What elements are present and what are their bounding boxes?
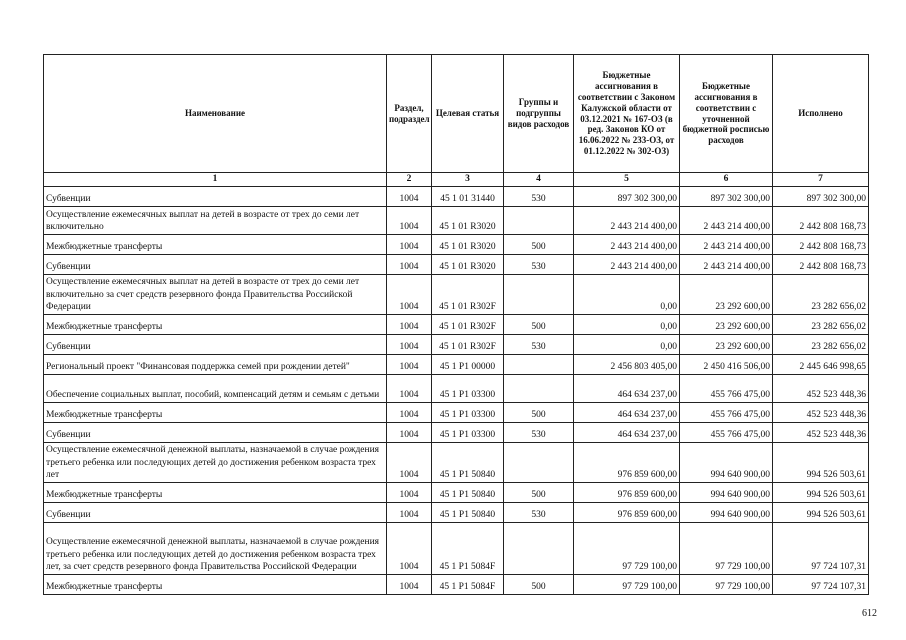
row-roster-allocation: 897 302 300,00	[680, 186, 773, 206]
row-section: 1004	[387, 234, 432, 254]
table-row	[44, 574, 869, 594]
row-section: 1004	[387, 314, 432, 334]
row-roster-allocation: 2 450 416 506,00	[680, 354, 773, 374]
row-executed: 994 526 503,61	[773, 502, 869, 522]
row-target-article: 45 1 P1 5084F	[432, 522, 504, 574]
table-body	[44, 186, 869, 594]
row-target-article: 45 1 P1 03300	[432, 374, 504, 402]
row-name: Субвенции	[44, 502, 387, 522]
row-law-allocation: 2 456 803 405,00	[574, 354, 680, 374]
row-expense-group: 500	[504, 482, 574, 502]
row-expense-group: 500	[504, 234, 574, 254]
row-expense-group: 500	[504, 314, 574, 334]
row-name: Межбюджетные трансферты	[44, 482, 387, 502]
row-name: Осуществление ежемесячных выплат на детей в возрасте от трех до семи лет включительно	[44, 206, 387, 234]
header-name: Наименование	[44, 55, 387, 173]
row-roster-allocation: 2 443 214 400,00	[680, 206, 773, 234]
row-target-article: 45 1 P1 50840	[432, 502, 504, 522]
header-executed: Исполнено	[773, 55, 869, 173]
row-executed: 2 442 808 168,73	[773, 234, 869, 254]
row-executed: 23 282 656,02	[773, 274, 869, 314]
row-target-article: 45 1 P1 00000	[432, 354, 504, 374]
table-row	[44, 422, 869, 442]
row-roster-allocation: 97 729 100,00	[680, 522, 773, 574]
row-name: Субвенции	[44, 334, 387, 354]
row-expense-group	[504, 442, 574, 482]
row-target-article: 45 1 01 R3020	[432, 254, 504, 274]
row-expense-group	[504, 274, 574, 314]
row-roster-allocation: 23 292 600,00	[680, 274, 773, 314]
row-law-allocation: 2 443 214 400,00	[574, 254, 680, 274]
row-law-allocation: 97 729 100,00	[574, 522, 680, 574]
row-roster-allocation: 994 640 900,00	[680, 482, 773, 502]
column-number: 2	[387, 173, 432, 187]
row-executed: 994 526 503,61	[773, 482, 869, 502]
row-executed: 452 523 448,36	[773, 402, 869, 422]
row-roster-allocation: 994 640 900,00	[680, 442, 773, 482]
row-executed: 23 282 656,02	[773, 334, 869, 354]
row-target-article: 45 1 P1 50840	[432, 442, 504, 482]
row-target-article: 45 1 P1 03300	[432, 422, 504, 442]
row-law-allocation: 0,00	[574, 314, 680, 334]
column-number: 6	[680, 173, 773, 187]
row-law-allocation: 976 859 600,00	[574, 442, 680, 482]
header-roster-allocations: Бюджетные ассигнования в соответствии с уточненной бюджетной росписью расходов	[680, 55, 773, 173]
row-target-article: 45 1 01 R302F	[432, 274, 504, 314]
row-target-article: 45 1 01 31440	[432, 186, 504, 206]
row-name: Осуществление ежемесячной денежной выплаты, назначаемой в случае рождения третьего ребенка или последующих детей до достижения ребенком возраста трех лет, за счет средств резервного фонда Правительства Российской Федерации	[44, 522, 387, 574]
row-name: Обеспечение социальных выплат, пособий, компенсаций детям и семьям с детьми	[44, 374, 387, 402]
row-executed: 2 445 646 998,65	[773, 354, 869, 374]
row-executed: 2 442 808 168,73	[773, 206, 869, 234]
table-row	[44, 186, 869, 206]
table-row	[44, 442, 869, 482]
row-section: 1004	[387, 402, 432, 422]
table-row	[44, 206, 869, 234]
table-row	[44, 374, 869, 402]
column-number: 7	[773, 173, 869, 187]
row-executed: 452 523 448,36	[773, 374, 869, 402]
row-name: Региональный проект "Финансовая поддержка семей при рождении детей"	[44, 354, 387, 374]
header-target-article: Целевая статья	[432, 55, 504, 173]
row-expense-group	[504, 354, 574, 374]
row-roster-allocation: 455 766 475,00	[680, 374, 773, 402]
column-number-row	[44, 173, 869, 187]
page-number: 612	[862, 608, 877, 619]
row-roster-allocation: 23 292 600,00	[680, 334, 773, 354]
row-executed: 452 523 448,36	[773, 422, 869, 442]
table-header	[44, 55, 869, 187]
row-law-allocation: 464 634 237,00	[574, 422, 680, 442]
row-target-article: 45 1 P1 50840	[432, 482, 504, 502]
row-roster-allocation: 2 443 214 400,00	[680, 234, 773, 254]
row-target-article: 45 1 01 R3020	[432, 234, 504, 254]
row-expense-group	[504, 206, 574, 234]
row-executed: 994 526 503,61	[773, 442, 869, 482]
row-law-allocation: 464 634 237,00	[574, 402, 680, 422]
row-law-allocation: 0,00	[574, 334, 680, 354]
header-law-allocations: Бюджетные ассигнования в соответствии с Законом Калужской области от 03.12.2021 № 167-ОЗ (в ред. Законов КО от 16.06.2022 № 233-ОЗ, от 01.12.2022 № 302-ОЗ)	[574, 55, 680, 173]
column-number: 4	[504, 173, 574, 187]
table-row	[44, 274, 869, 314]
row-section: 1004	[387, 574, 432, 594]
row-law-allocation: 976 859 600,00	[574, 502, 680, 522]
row-expense-group: 530	[504, 334, 574, 354]
row-roster-allocation: 23 292 600,00	[680, 314, 773, 334]
row-expense-group: 530	[504, 254, 574, 274]
row-expense-group: 530	[504, 186, 574, 206]
row-roster-allocation: 994 640 900,00	[680, 502, 773, 522]
row-section: 1004	[387, 274, 432, 314]
row-name: Межбюджетные трансферты	[44, 314, 387, 334]
row-target-article: 45 1 01 R302F	[432, 314, 504, 334]
column-number: 3	[432, 173, 504, 187]
row-target-article: 45 1 P1 03300	[432, 402, 504, 422]
row-expense-group: 500	[504, 402, 574, 422]
row-name: Осуществление ежемесячной денежной выплаты, назначаемой в случае рождения третьего ребенка или последующих детей до достижения ребенком возраста трех лет	[44, 442, 387, 482]
row-section: 1004	[387, 502, 432, 522]
row-name: Субвенции	[44, 422, 387, 442]
row-section: 1004	[387, 442, 432, 482]
row-expense-group	[504, 522, 574, 574]
row-executed: 897 302 300,00	[773, 186, 869, 206]
row-section: 1004	[387, 422, 432, 442]
row-name: Межбюджетные трансферты	[44, 234, 387, 254]
row-section: 1004	[387, 334, 432, 354]
table-row	[44, 314, 869, 334]
row-roster-allocation: 455 766 475,00	[680, 402, 773, 422]
row-name: Межбюджетные трансферты	[44, 402, 387, 422]
table-row	[44, 482, 869, 502]
table-row	[44, 334, 869, 354]
row-section: 1004	[387, 254, 432, 274]
row-expense-group: 530	[504, 502, 574, 522]
row-executed: 97 724 107,31	[773, 574, 869, 594]
row-section: 1004	[387, 206, 432, 234]
row-roster-allocation: 455 766 475,00	[680, 422, 773, 442]
row-expense-group: 530	[504, 422, 574, 442]
row-law-allocation: 976 859 600,00	[574, 482, 680, 502]
row-expense-group	[504, 374, 574, 402]
row-section: 1004	[387, 354, 432, 374]
table-row	[44, 234, 869, 254]
row-name: Субвенции	[44, 254, 387, 274]
table-row	[44, 502, 869, 522]
budget-table	[43, 54, 869, 595]
row-law-allocation: 97 729 100,00	[574, 574, 680, 594]
row-law-allocation: 2 443 214 400,00	[574, 234, 680, 254]
row-section: 1004	[387, 374, 432, 402]
row-executed: 97 724 107,31	[773, 522, 869, 574]
row-section: 1004	[387, 186, 432, 206]
row-law-allocation: 464 634 237,00	[574, 374, 680, 402]
row-target-article: 45 1 P1 5084F	[432, 574, 504, 594]
row-name: Межбюджетные трансферты	[44, 574, 387, 594]
row-executed: 23 282 656,02	[773, 314, 869, 334]
row-law-allocation: 0,00	[574, 274, 680, 314]
row-name: Осуществление ежемесячных выплат на детей в возрасте от трех до семи лет включительно за счет средств резервного фонда Правительства Российской Федерации	[44, 274, 387, 314]
table-row	[44, 402, 869, 422]
header-section: Раздел, подраздел	[387, 55, 432, 173]
table-row	[44, 522, 869, 574]
row-section: 1004	[387, 482, 432, 502]
row-target-article: 45 1 01 R302F	[432, 334, 504, 354]
table-row	[44, 354, 869, 374]
row-executed: 2 442 808 168,73	[773, 254, 869, 274]
row-expense-group: 500	[504, 574, 574, 594]
row-name: Субвенции	[44, 186, 387, 206]
row-section: 1004	[387, 522, 432, 574]
column-number: 5	[574, 173, 680, 187]
row-target-article: 45 1 01 R3020	[432, 206, 504, 234]
column-number: 1	[44, 173, 387, 187]
row-law-allocation: 2 443 214 400,00	[574, 206, 680, 234]
table-row	[44, 254, 869, 274]
row-roster-allocation: 97 729 100,00	[680, 574, 773, 594]
row-roster-allocation: 2 443 214 400,00	[680, 254, 773, 274]
header-expense-group: Группы и подгруппы видов расходов	[504, 55, 574, 173]
row-law-allocation: 897 302 300,00	[574, 186, 680, 206]
